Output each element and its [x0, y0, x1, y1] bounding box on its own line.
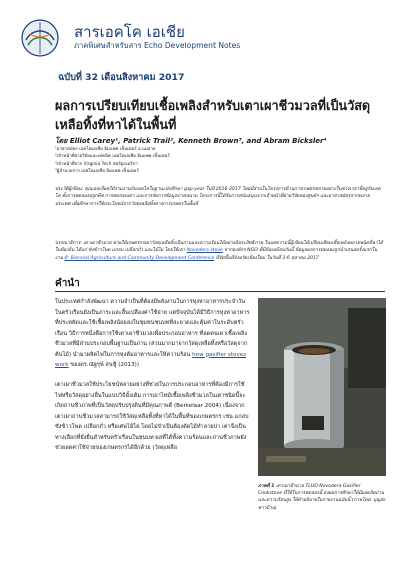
- conference-link[interactable]: 6ʰ Biennial Agriculture and Community Development Conference: [64, 255, 215, 261]
- intro-paragraph-2: เตาเผาชีวมวลใช้ประโยชน์หลายอย่างที่ช่วยในการประกอบอาหารที่ต้องมีการใช้ไฟหรือวัสดุอย่างอื่นในแบบวิธีดั้งเดิม การเผาไหม้เชื้อเพลิงชีวมวลในเตาชนิดนี้จะเกิดถ่านชีวภาพที่เป็นวัสดุปรับปรุงดินที่มีคุณภาพดี (Berkelaar 2004) เนื่องจากเตาเผาถ่านชีวมวลสามารถใช้วัสดุเหลือทิ้งที่หาได้ในพื้นที่ของเกษตรกร เช่น แกลบ ซังข้าวโพด เปลือกถั่ว หรือเศษไม้ไผ่ โดยไม่จำเป็นต้องตัดไม้ทำลายป่า เตาจึงเป็นทางเลือกที่ยั่งยืนสำหรับครัวเรือนในชนบท ผลที่ได้ทั้งความร้อนและถ่านชีวภาพยังช่วยลดค่าใช้จ่ายของเกษตรกรได้อีกด้วย (วัสดุเหลือ: [55, 382, 249, 451]
- gasifier-stove-photo-illustration: [258, 298, 386, 476]
- affiliation-2: ²เจ้าหน้าที่ฝ่ายวิจัยและเทคนิค เอคโคเอเชีย อิมแพค เซ็นเตอร์: [55, 154, 170, 160]
- section-divider: [55, 291, 385, 292]
- editor-note-text-a: บรรณาธิการ: เตาเผาชีวมวล ช่วยให้เกษตรกรเผาวัสดุเหลือทิ้งเป็นถ่านและความร้อนได้อย่างมีประสิทธิภาพ ในบทความนี้ผู้เขียนได้เปรียบเทียบเชื้อเพลิงหลายชนิดที่หาได้ในท้องถิ่น ได้แก่ ซังข้าวโพด แกลบ เปลือกถั่ว และไม้ไผ่ โดยใช้เตา: [55, 241, 383, 254]
- figure-caption-label: ภาพที่ 1: [258, 484, 275, 489]
- editor-note: [55, 240, 385, 262]
- brand-name: สารเอคโค เอเชีย: [74, 23, 185, 41]
- issue-line: ฉบับที่ 32 เดือนสิงหาคม 2017: [58, 72, 185, 83]
- intro-paragraph-1-text: ในประเทศกำลังพัฒนา ความจำเป็นที่ต้องมีพลังงานในการหุงหาอาหารประจำวันในครัวเรือนยังเป็นภาระและสิ้นเปลืองค่าใช้จ่าย แต่ปัจจุบันได้มีวิธีการหุงหาอาหารที่ประหยัดและใช้เชื้อเพลิงน้อยลงในชุมชนชนบทที่สะอาดและคุ้มค่าในระดับครัวเรือน วิธีการหนึ่งคือการใช้เตาเผาชีวมวลเพื่อประกอบอาหาร ที่ลดคนเผาเชื้อเพลิงชีวมวลที่มีส่วนประกอบพื้นฐานเป็นถ่าน (ส่วนมากมาจากวัสดุเหลือทิ้งหรือวัสดุจากต้นไม้) นำมาผลิตไฟในการหุงต้มอาหารและให้ความร้อน: [55, 299, 250, 358]
- editor-note-text-b: จากองค์กร NGO ที่มีข้อเหมือนกันนี้ ข้อมูลผลการทดลองถูกนำเสนอครั้งแรกในงาน: [55, 248, 378, 261]
- affiliation-3: ³เจ้าหน้าที่จาก Virginia Tech สหรัฐอเมริกา: [55, 161, 138, 167]
- novodera-stove-link[interactable]: Novodera stove: [186, 248, 223, 254]
- header: [16, 14, 388, 60]
- author-line: โดย Elliot Carey¹, Patrick Trail², Kenneth Brown³, and Abram Bicksler⁴: [55, 137, 327, 145]
- affiliations: [55, 146, 385, 175]
- editor-note-text-c: ที่จัดขึ้นที่จังหวัดเชียงใหม่ ในวันที่ 3-6 ตุลาคม 2017: [215, 255, 319, 261]
- intro-paragraph-1: [55, 297, 251, 371]
- affiliation-1: ¹อาสาสมัคร เอคโคเอเชีย อิมแพค เซ็นเตอร์ อ.แม่อาย: [55, 147, 156, 152]
- figure-caption-text: เตาเผาชีวมวล TLUD Novodera Gasifier Cookstove ที่ใช้ในการทดลองนี้ ส่งผลการศึกษาให้มีผลผลิตถ่านและความร้อนสูง ให้คำอธิบายในรายงานฉบับนี้ (ภาพโดย: บุญส่ง ชาวบ้าน): [258, 484, 386, 511]
- article-title: ผลการเปรียบเทียบเชื้อเพลิงสำหรับเตาเผาชีวมวลที่เป็นวัสดุเหลือทิ้งที่หาได้ในพื้นที่: [55, 98, 371, 132]
- stove-photo: [258, 298, 386, 476]
- series-subtitle: ภาคพิเศษสำหรับสาร Echo Development Notes: [74, 41, 241, 50]
- author-bio: ประวัติผู้เขียน: คุณเอลเลียตได้ร่วมงานกับเอคโคในฐานะนักศึกษา gap-year ในปี 2016-2017 โดยมีส่วนในโครงการด้านการเกษตรหลายอย่างในช่วงเวลาที่อยู่กับเอคโค ทั้งการทดลองปลูกพืช การทดสอบเตา และการจัดการข้อมูลภาคสนาม โครงการนี้ได้รับการสนับสนุนจากเจ้าหน้าที่ฝ่ายวิจัยของศูนย์ฯ และอาสาสมัครจากหลายประเทศ เพื่อศึกษาการใช้ประโยชน์จากวัสดุเหลือทิ้งทางการเกษตรในพื้นที่: [55, 187, 381, 207]
- affiliation-4: ⁴ผู้อำนวยการ เอคโคเอเชีย อิมแพค เซ็นเตอร์: [55, 168, 139, 174]
- gasifier-stoves-link[interactable]: how gasifier stoves work: [55, 351, 247, 368]
- intro-paragraph-1-tail: ของดร.ณัฐรุพ์ สนชู้ (2013)): [70, 362, 139, 368]
- section-heading-intro: คำนำ: [55, 278, 80, 289]
- echo-globe-logo-icon: [20, 18, 60, 58]
- figure-caption: [258, 483, 386, 512]
